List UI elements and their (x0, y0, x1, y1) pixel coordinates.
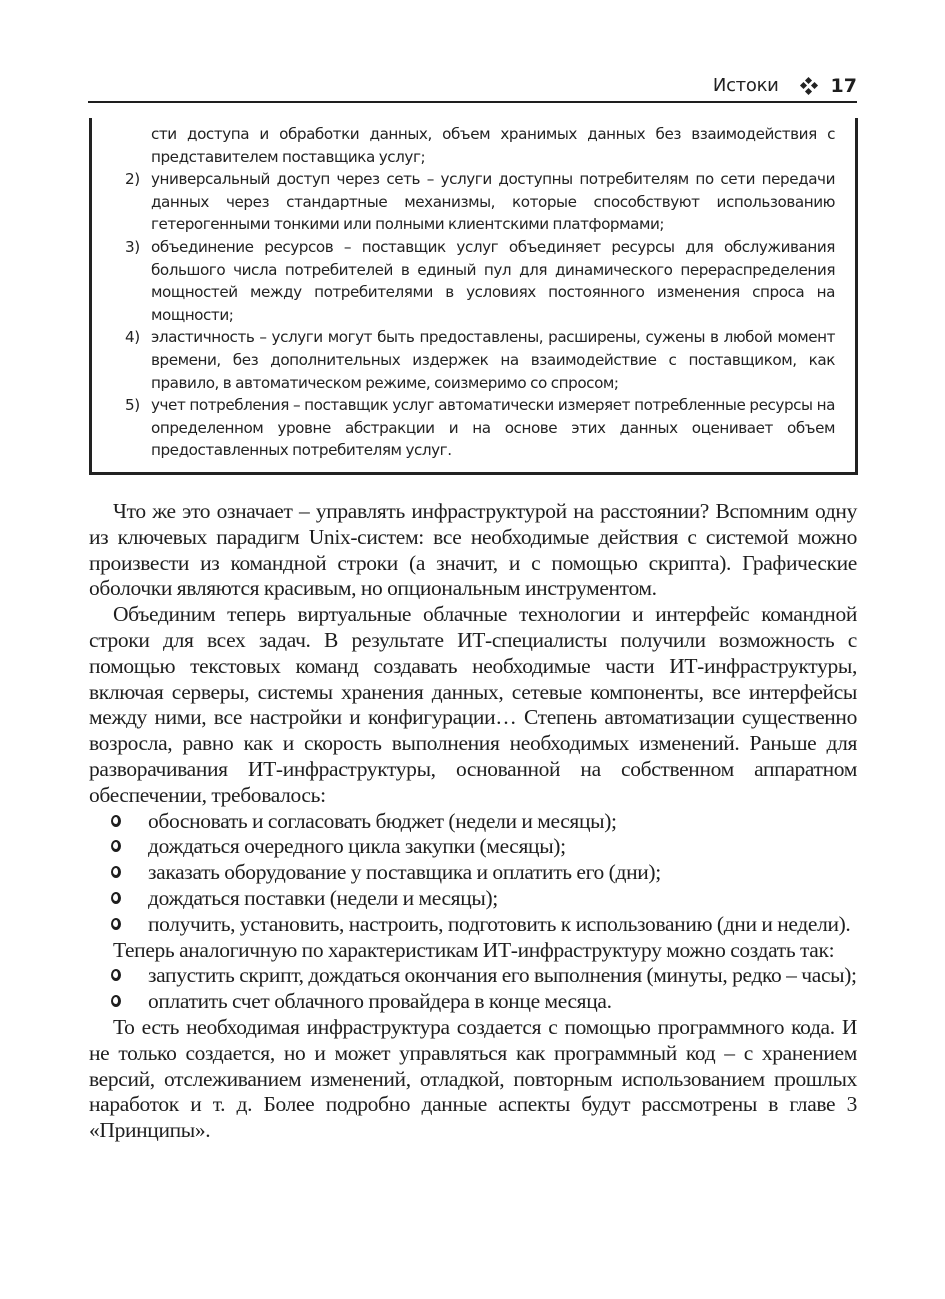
paragraph: То есть необходимая инфраструктура создается с помощью программного кода. И не только создается, но и может управляться как программный код – с хранением версий, отслеживанием изменений, отладкой, повторным использованием прошлых наработок и т. д. Более подробно данные аспекты будут рассмотрены в главе 3 «Принципы». (89, 1014, 857, 1143)
list-item (89, 860, 857, 886)
hollow-circle-bullet-icon (111, 866, 121, 878)
list-item (89, 912, 857, 938)
hollow-circle-bullet-icon (111, 840, 121, 852)
hollow-circle-bullet-icon (111, 892, 121, 904)
definition-item (125, 394, 835, 462)
item-number: 2) (125, 170, 140, 189)
item-text: объединение ресурсов – поставщик услуг объединяет ресурсы для обслуживания большого числа потребителей в единый пул для динамического перераспределения мощностей между потребителями в условиях постоянного изменения спроса на мощности; (151, 237, 835, 324)
list-item-text: заказать оборудование у поставщика и оплатить его (дни); (148, 860, 661, 885)
list-item-text: получить, установить, настроить, подготовить к использованию (дни и недели). (148, 911, 851, 936)
hollow-circle-bullet-icon (111, 995, 121, 1007)
bullet-list-before (89, 809, 857, 938)
definition-item (125, 168, 835, 236)
hollow-circle-bullet-icon (111, 815, 121, 827)
definition-list (125, 123, 835, 462)
item-text: универсальный доступ через сеть – услуги доступны потребителям по сети передачи данных через стандартные механизмы, которые способствуют использованию гетерогенными тонкими или полными клиентскими платформами; (151, 170, 835, 234)
list-item-text: дождаться очередного цикла закупки (месяцы); (148, 834, 566, 859)
definition-item (136, 123, 835, 168)
item-text: учет потребления – поставщик услуг автоматически измеряет потребленные ресурсы на определенном уровне абстракции и на основе этих данных оценивает объем предоставленных потребителям услуг. (151, 396, 835, 460)
item-text: сти доступа и обработки данных, объем хранимых данных без взаимодействия с представителем поставщика услуг; (151, 125, 835, 166)
item-text: эластичность – услуги могут быть предоставлены, расширены, сужены в любой момент времени, без дополнительных издержек на взаимодействие с поставщиком, как правило, в автоматическом режиме, соизмеримо со спросом; (151, 328, 835, 392)
paragraph: Что же это означает – управлять инфраструктурой на расстоянии? Вспомним одну из ключевых парадигм Unix-систем: все необходимые действия с системой можно произвести из командной строки (а значит, и с помощью скрипта). Графические оболочки являются красивым, но опциональным инструментом. (89, 499, 857, 601)
definition-item (125, 326, 835, 394)
list-item (89, 834, 857, 860)
list-item (89, 989, 857, 1015)
list-item (89, 963, 857, 989)
list-item-text: дождаться поставки (недели и месяцы); (148, 885, 498, 910)
hollow-circle-bullet-icon (111, 969, 121, 981)
item-number: 4) (125, 328, 140, 347)
ornament-icon (801, 78, 817, 94)
definition-item (125, 236, 835, 326)
item-number: 5) (125, 396, 140, 415)
bullet-list-after (89, 963, 857, 1015)
paragraph: Теперь аналогичную по характеристикам ИТ-инфраструктуру можно создать так: (113, 937, 835, 962)
running-title: Истоки (712, 75, 779, 96)
hollow-circle-bullet-icon (111, 918, 121, 930)
body-text (89, 499, 857, 1144)
item-number: 3) (125, 237, 140, 256)
list-item-text: оплатить счет облачного провайдера в конце месяца. (148, 989, 612, 1014)
paragraph: Объединим теперь виртуальные облачные технологии и интерфейс командной строки для всех задач. В результате ИТ-специалисты получили возможность с помощью текстовых команд создавать необходимые части ИТ-инфраструктуры, включая серверы, системы хранения данных, сетевые компоненты, все интерфейсы между ними, все настройки и конфигурации… Степень автоматизации существенно возросла, равно как и скорость выполнения необходимых изменений. Раньше для разворачивания ИТ-инфраструктуры, основанной на собственном аппаратном обеспечении, требовалось: (89, 602, 857, 807)
list-item-text: запустить скрипт, дождаться окончания его выполнения (минуты, редко – часы); (148, 963, 857, 988)
page-number: 17 (830, 74, 857, 97)
page-header (88, 70, 857, 103)
definition-box (89, 118, 858, 475)
list-item (89, 886, 857, 912)
list-item-text: обосновать и согласовать бюджет (недели и месяцы); (148, 808, 617, 833)
list-item (89, 809, 857, 835)
